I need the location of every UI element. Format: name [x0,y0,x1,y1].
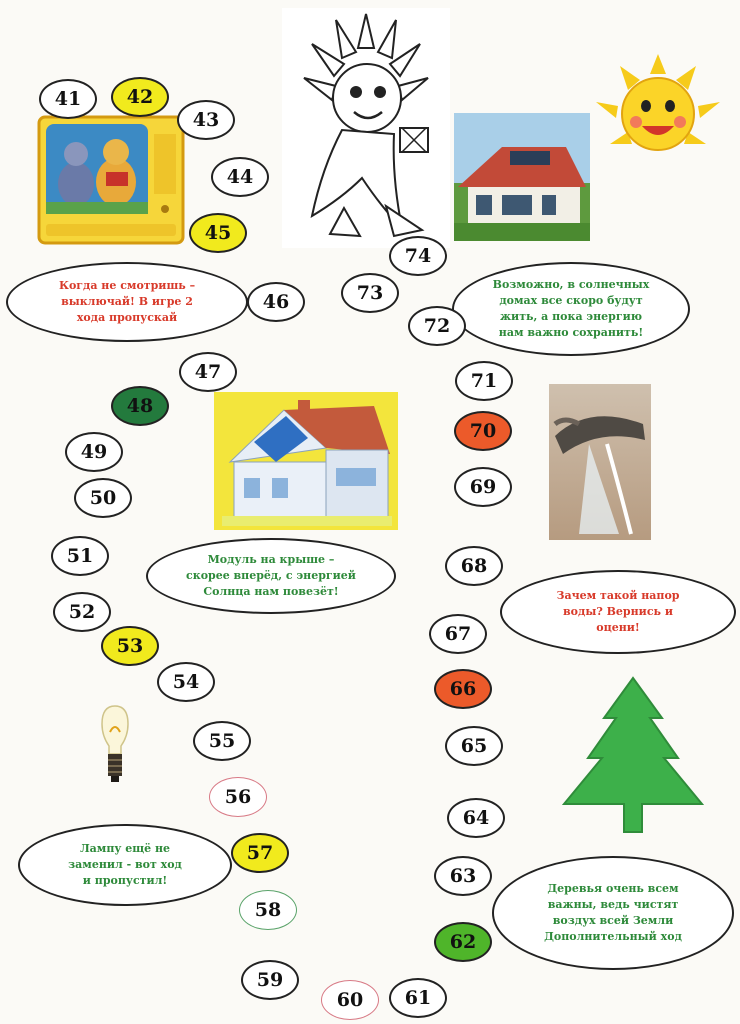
cell-46[interactable]: 46 [247,282,305,322]
cell-50[interactable]: 50 [74,478,132,518]
cell-69[interactable]: 69 [454,467,512,507]
cell-67[interactable]: 67 [429,614,487,654]
sun-character-picture [282,8,450,248]
cell-70[interactable]: 70 [454,411,512,451]
cell-66[interactable]: 66 [434,669,492,709]
water-hint-text: Зачем такой напор воды? Вернись и оцени! [556,589,680,634]
roof-solar-house-picture [214,392,398,530]
trees-hint-text: Деревья очень всем важны, ведь чистят воздух всей Земли Дополнительный ход [544,882,682,943]
water-tap-photo [549,384,651,540]
cell-65[interactable]: 65 [445,726,503,766]
cell-55[interactable]: 55 [193,721,251,761]
tv-picture [36,114,186,246]
cell-52[interactable]: 52 [53,592,111,632]
cell-64[interactable]: 64 [447,798,505,838]
cell-54[interactable]: 54 [157,662,215,702]
cell-59[interactable]: 59 [241,960,299,1000]
tv-hint-text: Когда не смотришь – выключай! В игре 2 хода пропускай [58,279,196,324]
cell-62[interactable]: 62 [434,922,492,962]
water-hint-bubble [500,570,736,654]
cell-43[interactable]: 43 [177,100,235,140]
cell-53[interactable]: 53 [101,626,159,666]
cell-41[interactable]: 41 [39,79,97,119]
cell-58[interactable]: 58 [239,890,297,930]
cell-57[interactable]: 57 [231,833,289,873]
sun-picture [592,52,724,164]
cell-61[interactable]: 61 [389,978,447,1018]
cell-63[interactable]: 63 [434,856,492,896]
roof-module-hint-text: Модуль на крыше – скорее вперёд, с энергией Солнца нам повезёт! [186,553,356,598]
lamp-hint-bubble [18,824,232,906]
cell-56[interactable]: 56 [209,777,267,817]
tv-hint-bubble [6,262,248,342]
cell-42[interactable]: 42 [111,77,169,117]
cell-48[interactable]: 48 [111,386,169,426]
cell-72[interactable]: 72 [408,306,466,346]
solar-houses-hint-text: Возможно, в солнечных домах все скоро будут жить, а пока энергию нам важно сохранить! [492,278,650,339]
cell-45[interactable]: 45 [189,213,247,253]
cell-51[interactable]: 51 [51,536,109,576]
cell-44[interactable]: 44 [211,157,269,197]
solar-houses-hint-bubble [452,262,690,356]
cell-68[interactable]: 68 [445,546,503,586]
cell-60[interactable]: 60 [321,980,379,1020]
light-bulb-picture [98,702,132,784]
solar-house-photo [454,113,590,241]
cell-49[interactable]: 49 [65,432,123,472]
cell-74[interactable]: 74 [389,236,447,276]
cell-47[interactable]: 47 [179,352,237,392]
trees-hint-bubble [492,856,734,970]
roof-module-hint-bubble [146,538,396,614]
cell-71[interactable]: 71 [455,361,513,401]
fir-tree-picture [562,676,704,834]
cell-73[interactable]: 73 [341,273,399,313]
lamp-hint-text: Лампу ещё не заменил - вот ход и пропустил! [68,842,182,887]
